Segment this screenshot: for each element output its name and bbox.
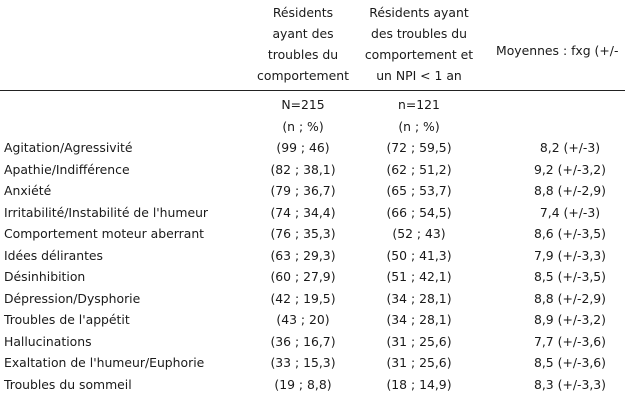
table-row xyxy=(0,137,625,159)
cell-col2: (34 ; 28,1) xyxy=(386,312,452,327)
row-label: Troubles du sommeil xyxy=(4,376,132,392)
table-row xyxy=(0,202,625,224)
column-header-line: Résidents ayant xyxy=(369,5,469,20)
column-header-line: des troubles du xyxy=(370,26,468,41)
column-header-moyennes: Moyennes : fxg (+/- xyxy=(496,43,619,58)
column-header-line: ayant des xyxy=(272,26,334,41)
cell-col2: (31 ; 25,6) xyxy=(386,355,452,370)
row-label: Comportement moteur aberrant xyxy=(4,226,205,241)
cell-col3: 7,4 (+/-3) xyxy=(539,204,601,220)
row-label: Troubles de l'appétit xyxy=(4,312,130,327)
cell-col1: (74 ; 34,4) xyxy=(270,204,336,220)
row-label: Exaltation de l'humeur/Euphorie xyxy=(4,355,205,370)
table-row xyxy=(0,266,625,288)
table-row xyxy=(0,180,625,202)
cell-col3: 8,8 (+/-2,9) xyxy=(533,290,607,306)
cell-col1: (82 ; 38,1) xyxy=(270,161,336,177)
row-label: Désinhibition xyxy=(4,269,86,284)
cell-col1: (99 ; 46) xyxy=(276,140,330,155)
cell-col2: (51 ; 42,1) xyxy=(386,269,452,284)
cell-col1: (79 ; 36,7) xyxy=(270,183,336,198)
row-label: Hallucinations xyxy=(4,333,92,349)
cell-col2: (18 ; 14,9) xyxy=(386,376,452,392)
cell-col1: (42 ; 19,5) xyxy=(270,290,336,306)
table-row xyxy=(0,331,625,353)
cell-col3: 8,6 (+/-3,5) xyxy=(533,226,607,241)
table-row xyxy=(0,245,625,267)
column-header-line: Résidents xyxy=(272,5,334,20)
cell-col2: (72 ; 59,5) xyxy=(386,140,452,155)
row-label: Anxiété xyxy=(4,183,52,198)
sample-size-col1: N=215 xyxy=(281,97,325,112)
table-row xyxy=(0,374,625,396)
row-label: Dépression/Dysphorie xyxy=(4,290,141,306)
row-label: Irritabilité/Instabilité de l'humeur xyxy=(4,204,209,220)
table-row xyxy=(0,159,625,181)
cell-col1: (43 ; 20) xyxy=(276,312,330,327)
cell-col3: 8,9 (+/-3,2) xyxy=(533,312,607,327)
cell-col3: 7,7 (+/-3,6) xyxy=(533,333,607,349)
cell-col3: 9,2 (+/-3,2) xyxy=(533,161,607,177)
row-label: Agitation/Agressivité xyxy=(4,140,133,155)
cell-col2: (34 ; 28,1) xyxy=(386,290,452,306)
cell-col3: 8,8 (+/-2,9) xyxy=(533,183,607,198)
column-header-line: comportement xyxy=(257,68,349,83)
column-header-residents-npi xyxy=(358,2,480,86)
table-row xyxy=(0,223,625,245)
cell-col3: 7,9 (+/-3,3) xyxy=(533,247,607,263)
cell-col2: (52 ; 43) xyxy=(392,226,446,241)
cell-col3: 8,5 (+/-3,5) xyxy=(533,269,607,284)
column-header-line: un NPI < 1 an xyxy=(376,68,462,83)
table-header-divider xyxy=(0,90,625,91)
column-header-residents xyxy=(248,2,358,86)
cell-col1: (36 ; 16,7) xyxy=(270,333,336,349)
unit-label-col2: (n ; %) xyxy=(398,119,440,134)
cell-col2: (50 ; 41,3) xyxy=(386,247,452,263)
cell-col3: 8,5 (+/-3,6) xyxy=(533,355,607,370)
row-label: Idées délirantes xyxy=(4,247,104,263)
cell-col2: (31 ; 25,6) xyxy=(386,333,452,349)
row-label: Apathie/Indifférence xyxy=(4,161,130,177)
column-header-line: comportement et xyxy=(364,47,474,62)
unit-label-col1: (n ; %) xyxy=(282,119,324,134)
cell-col2: (66 ; 54,5) xyxy=(386,204,452,220)
cell-col2: (65 ; 53,7) xyxy=(386,183,452,198)
table-row xyxy=(0,288,625,310)
cell-col3: 8,2 (+/-3) xyxy=(539,140,601,155)
cell-col1: (76 ; 35,3) xyxy=(270,226,336,241)
cell-col3: 8,3 (+/-3,3) xyxy=(533,376,607,392)
sample-size-col2: n=121 xyxy=(398,97,440,112)
table-body xyxy=(0,137,625,395)
cell-col1: (33 ; 15,3) xyxy=(270,355,336,370)
column-header-line: troubles du xyxy=(267,47,339,62)
table-row xyxy=(0,309,625,331)
cell-col1: (60 ; 27,9) xyxy=(270,269,336,284)
cell-col1: (19 ; 8,8) xyxy=(274,376,332,392)
cell-col2: (62 ; 51,2) xyxy=(386,161,452,177)
cell-col1: (63 ; 29,3) xyxy=(270,247,336,263)
table-row xyxy=(0,352,625,374)
